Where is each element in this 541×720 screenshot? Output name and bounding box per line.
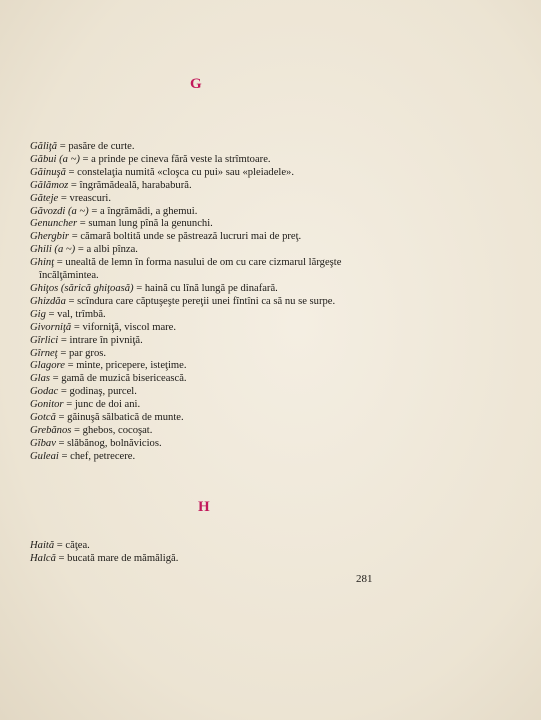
glossary-entry <box>30 348 530 361</box>
glossary-entry <box>30 141 530 154</box>
entry-term: Ghili (a ~) <box>30 244 76 256</box>
glossary-entry <box>30 386 530 399</box>
entry-term: Glagore <box>30 360 65 372</box>
entry-term: Găinuşă <box>30 166 66 178</box>
entry-definition: = suman lung pînă la genunchi. <box>77 218 213 230</box>
section-letter-h: H <box>198 499 210 515</box>
entry-term: Gotcă <box>30 412 56 424</box>
glossary-entry <box>30 180 530 193</box>
entry-definition: = intrare în pivniţă. <box>58 334 143 346</box>
glossary-entry <box>30 244 530 257</box>
entry-definition-continuation: încălţămintea. <box>39 270 99 282</box>
entry-definition: = junc de doi ani. <box>63 399 141 411</box>
entry-definition: = unealtă de lemn în forma nasului de om cu care cizmarul lărgeşte <box>54 257 342 269</box>
entry-term: Halcă <box>30 552 56 564</box>
entry-definition: = chef, petrecere. <box>58 450 136 462</box>
entry-definition: = a albi pînza. <box>75 244 138 256</box>
section-letter-g: G <box>190 76 202 92</box>
entry-definition: = găinuşă sălbatică de munte. <box>55 412 184 424</box>
entry-term: Grebănos <box>30 424 72 436</box>
entry-term: Găvozdi (a ~) <box>30 205 89 217</box>
entry-term: Gig <box>30 308 46 320</box>
glossary-entry <box>30 438 530 451</box>
glossary-section-g <box>30 141 530 464</box>
glossary-entry <box>30 425 530 438</box>
glossary-entry <box>30 206 530 219</box>
glossary-entry <box>30 257 530 283</box>
glossary-entry <box>30 154 530 167</box>
entry-definition: = căţea. <box>54 540 90 551</box>
entry-term: Gîrneţ <box>30 347 58 359</box>
glossary-entry <box>30 309 530 322</box>
glossary-entry <box>30 167 530 180</box>
entry-term: Ghergbir <box>30 231 70 243</box>
entry-definition: = ghebos, cocoşat. <box>71 424 153 436</box>
entry-term: Ghizdăa <box>30 295 66 307</box>
entry-definition: = vreascuri. <box>58 192 111 204</box>
glossary-entry <box>30 540 530 553</box>
entry-definition: = val, trîmbă. <box>45 308 106 320</box>
entry-definition: = bucată mare de mămăligă. <box>55 552 179 564</box>
entry-definition: = par gros. <box>57 347 107 359</box>
entry-term: Genuncher <box>30 218 78 230</box>
entry-definition: = slăbănog, bolnăvicios. <box>55 437 162 449</box>
entry-term: Gălămoz <box>30 179 69 191</box>
entry-term: Gîrlici <box>30 334 59 346</box>
page-number: 281 <box>356 573 373 585</box>
entry-term: Găbui (a ~) <box>30 153 80 165</box>
glossary-entry <box>30 553 530 566</box>
entry-definition: = minte, pricepere, isteţime. <box>64 360 187 372</box>
glossary-entry <box>30 218 530 231</box>
glossary-section-h <box>30 540 530 566</box>
entry-term: Gîbav <box>30 437 56 449</box>
entry-definition: = pasăre de curte. <box>57 141 135 152</box>
entry-term: Ghinţ <box>30 257 55 269</box>
entry-term: Glas <box>30 373 51 385</box>
entry-term: Găteje <box>30 192 59 204</box>
glossary-entry <box>30 231 530 244</box>
entry-definition: = îngrămădeală, harababură. <box>68 179 192 191</box>
glossary-entry <box>30 335 530 348</box>
entry-definition: = scîndura care căptuşeşte pereţii unei fîntîni ca să nu se surpe. <box>65 295 336 307</box>
glossary-entry <box>30 283 530 296</box>
entry-term: Haită <box>30 540 55 551</box>
entry-definition: = cămară boltită unde se păstrează lucruri mai de preţ. <box>69 231 302 243</box>
entry-term: Godac <box>30 386 59 398</box>
glossary-entry <box>30 451 530 464</box>
entry-definition: = a îngrămădi, a ghemui. <box>88 205 198 217</box>
entry-definition: = a prinde pe cineva fără veste la strîmtoare. <box>79 153 271 165</box>
entry-definition: = constelaţia numită «cloşca cu pui» sau «pleiadele». <box>65 166 294 178</box>
glossary-entry <box>30 360 530 373</box>
glossary-entry <box>30 412 530 425</box>
entry-term: Ghiţos (sărică ghiţoasă) <box>30 282 134 294</box>
entry-definition: = godinaş, purcel. <box>58 386 137 398</box>
glossary-entry <box>30 373 530 386</box>
entry-term: Givorniţă <box>30 321 72 333</box>
glossary-entry <box>30 193 530 206</box>
glossary-entry <box>30 399 530 412</box>
glossary-entry <box>30 322 530 335</box>
entry-definition: = viforniţă, viscol mare. <box>71 321 177 333</box>
glossary-entry <box>30 296 530 309</box>
entry-definition: = gamă de muzică bisericească. <box>50 373 187 385</box>
entry-term: Gonitor <box>30 399 64 411</box>
entry-term: Găliţă <box>30 141 58 152</box>
entry-term: Guleai <box>30 450 59 462</box>
entry-definition: = haină cu lînă lungă pe dinafară. <box>133 282 278 294</box>
